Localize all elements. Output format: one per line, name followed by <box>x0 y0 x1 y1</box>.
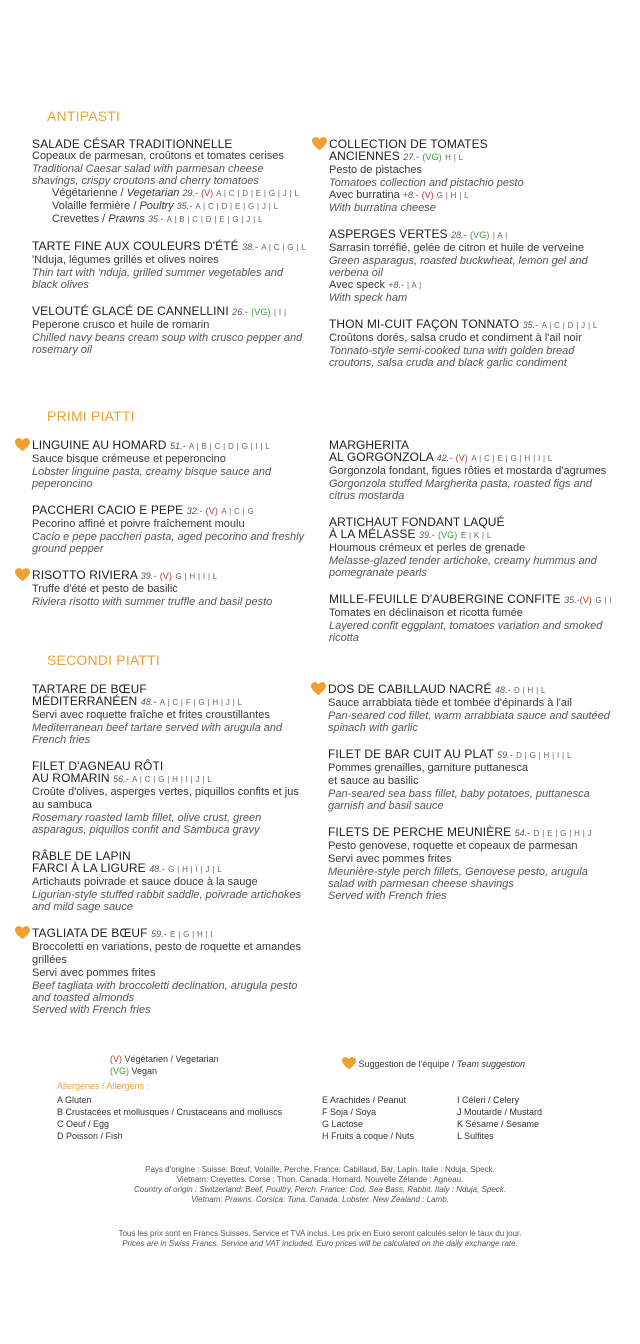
dish-desc-en-2: Served with French fries <box>328 890 447 902</box>
dish-lapin <box>32 850 307 913</box>
dish-name: RÂBLE DE LAPIN <box>32 849 131 863</box>
heart-icon <box>311 682 326 696</box>
dish-title: TAGLIATA DE BŒUF <box>32 926 148 940</box>
dish-title: À LA MÉLASSE <box>329 527 416 541</box>
dish-desc-fr: Artichauts poivrade et sauce douce à la sauge <box>32 876 258 888</box>
allergen-item: K Sésame / Sesame <box>457 1119 540 1129</box>
prices-fr-line: Tous les prix sont en Francs Suisses. Service et TVA inclus. Les prix en Euro seront calculés selon le taux du jour. <box>118 1229 522 1238</box>
dish-desc-fr: Sauce arrabbiata tiède et tombée d'épinards à l'ail <box>328 697 572 709</box>
dish-veloute <box>32 305 307 356</box>
dish-desc-en: Beef tagliata with broccoletti declination, arugula pesto and toasted almonds <box>32 980 298 1004</box>
dish-desc-fr: Truffe d'été et pesto de basilic <box>32 583 178 595</box>
dish-name <box>32 927 307 941</box>
allergens: G | H | I | J | L <box>168 865 223 874</box>
dish-desc-en: Meunière-style perch fillets, Genovese pesto, arugula salad with parmesan cheese shavings <box>328 866 588 890</box>
dish-thon <box>329 318 614 369</box>
price: 32.- <box>186 506 203 516</box>
dish-name <box>329 318 614 332</box>
dish-cabillaud <box>328 683 613 734</box>
dish-name: FILET D'AGNEAU RÔTI <box>32 759 164 773</box>
price: 35.- <box>176 201 193 211</box>
dish-desc-fr: Servi avec roquette fraîche et frites croustillantes <box>32 709 270 721</box>
dish-desc-en: Cacio e pepe paccheri pasta, aged pecorino and freshly ground pepper <box>32 531 305 555</box>
allergens: D | E | G | H | J <box>533 829 592 838</box>
legend-text-en: Team suggestion <box>456 1059 526 1069</box>
dish-desc-en: Tonnato-style semi-cooked tuna with golden bread croutons, salsa cruda and black garlic condiment <box>329 345 575 369</box>
allergens: | A | <box>492 231 508 240</box>
allergens: A | C | F | G | H | J | L <box>159 698 243 707</box>
secondi-left-column <box>32 683 307 1030</box>
option-label-fr: Avec speck <box>329 279 386 291</box>
dish-title: MILLE-FEUILLE D'AUBERGINE CONFITE <box>329 592 561 606</box>
price: 39.- <box>140 571 157 581</box>
price: 35.- <box>148 214 164 224</box>
allergens: E | K | L <box>460 531 492 540</box>
secondi-right-column <box>328 683 613 916</box>
dish-title: AU ROMARIN <box>32 771 110 785</box>
legend-text: Végétarien / Vegetarian <box>124 1054 219 1064</box>
antipasti-left-column <box>32 138 307 370</box>
price: 48.- <box>495 685 511 695</box>
option-label-fr: Végétarienne / <box>52 187 124 199</box>
dish-name: COLLECTION DE TOMATES <box>329 137 488 151</box>
dish-perche <box>328 826 613 902</box>
heart-icon <box>15 926 30 940</box>
price: 29.- <box>182 188 199 198</box>
allergens: A | C | D | J | L <box>541 321 598 330</box>
allergens: | I | <box>274 308 287 317</box>
price: 48.- <box>149 864 165 874</box>
allergen-item: J Moutarde / Mustard <box>457 1107 543 1117</box>
dish-desc-fr-2: et sauce au basilic <box>328 775 419 787</box>
allergens: G | H | I | L <box>175 572 218 581</box>
vegetarian-tag: (V) <box>110 1054 122 1064</box>
allergens-column-2 <box>322 1094 414 1142</box>
dish-title: RISOTTO RIVIERA <box>32 568 138 582</box>
price: 27.- <box>403 152 419 162</box>
allergen-item: I Céleri / Celery <box>457 1095 520 1105</box>
legend-text: Vegan <box>131 1066 158 1076</box>
dish-desc-en: Gorgonzola stuffed Margherita pasta, roasted figs and citrus mostarda <box>329 478 592 502</box>
dish-option <box>32 213 307 226</box>
dish-name: ARTICHAUT FONDANT LAQUÉ <box>329 515 505 529</box>
allergen-item: D Poisson / Fish <box>57 1131 123 1141</box>
allergens: E | G | H | I <box>170 930 214 939</box>
dish-risotto <box>32 569 307 608</box>
legend-vegan <box>110 1065 219 1077</box>
price: 56.- <box>113 774 129 784</box>
price: 26.- <box>232 307 248 317</box>
origin-note <box>0 1165 640 1205</box>
dish-bar <box>328 748 613 812</box>
dish-name <box>32 504 307 518</box>
allergens: D | H | L <box>513 686 546 695</box>
dish-name <box>328 748 613 762</box>
dish-option <box>329 279 614 292</box>
price: 54.- <box>514 828 531 838</box>
dish-collection-tomates <box>329 138 614 214</box>
allergens: A | C | E | G | H | I | L <box>471 454 553 463</box>
allergens-column-3 <box>457 1094 542 1142</box>
dish-desc-fr: Pecorino affiné et poivre fraîchement moulu <box>32 518 245 530</box>
dish-desc-en: Pan-seared cod fillet, warm arrabbiata sauce and sautéed spinach with garlic <box>328 710 610 734</box>
diet-legend <box>110 1053 219 1077</box>
price: 35.- <box>564 595 580 605</box>
dish-title: DOS DE CABILLAUD NACRÉ <box>328 682 492 696</box>
vegetarian-tag: (V) <box>455 453 468 463</box>
dish-name: SALADE CÉSAR TRADITIONNELLE <box>32 137 233 151</box>
option-label-en: Prawns <box>108 213 145 225</box>
dish-title: FILET DE BAR CUIT AU PLAT <box>328 747 494 761</box>
dish-title: THON MI-CUIT FAÇON TONNATO <box>329 317 520 331</box>
allergens: A | C | D | E | G | J | L <box>195 202 279 211</box>
heart-icon <box>15 438 30 452</box>
dish-millefeuille <box>329 593 614 644</box>
option-label-en: Poultry <box>139 200 174 212</box>
dish-desc-en: Thin tart with 'nduja, grilled summer vegetables and black olives <box>32 267 283 291</box>
dish-linguine <box>32 439 307 490</box>
dish-name <box>328 826 613 840</box>
dish-desc-fr: Pommes grenailles, garniture puttanesca <box>328 762 528 774</box>
dish-title: LINGUINE AU HOMARD <box>32 438 167 452</box>
dish-asperges <box>329 228 614 304</box>
dish-desc-fr: Pesto genovese, roquette et copeaux de parmesan <box>328 840 578 852</box>
dish-tagliata <box>32 927 307 1016</box>
allergen-item: E Arachides / Peanut <box>322 1095 407 1105</box>
dish-title: VELOUTÉ GLACÉ DE CANNELLINI <box>32 304 229 318</box>
dish-desc-en: Chilled navy beans cream soup with crusco pepper and rosemary oil <box>32 332 303 356</box>
team-suggestion-legend <box>342 1057 525 1070</box>
allergen-item: F Soja / Soya <box>322 1107 377 1117</box>
dish-desc-fr: Sarrasin torréfié, gelée de citron et huile de verveine <box>329 242 584 254</box>
vegetarian-tag: (V) <box>201 188 214 198</box>
origin-fr-line: Pays d'origine : Suisse: Bœuf, Volaille, Perche. France: Cabillaud, Bar, Lapin. Italie : Nduja, Speck. <box>145 1165 495 1174</box>
dish-title: ASPERGES VERTES <box>329 227 448 241</box>
vegetarian-tag: (V) <box>159 571 173 581</box>
dish-desc-en: Pan-seared sea bass fillet, baby potatoes, puttanesca garnish and basil sauce <box>328 788 590 812</box>
price: +8.- <box>388 280 404 290</box>
dish-paccheri <box>32 504 307 555</box>
dish-desc-fr: Houmous crémeux et perles de grenade <box>329 542 526 554</box>
dish-title: PACCHERI CACIO E PEPE <box>32 503 184 517</box>
dish-option <box>32 200 307 213</box>
dish-name: TARTARE DE BŒUF <box>32 682 147 696</box>
dish-name: MARGHERITA <box>329 438 410 452</box>
vegan-tag: (VG) <box>437 530 458 540</box>
dish-salade-cesar <box>32 138 307 226</box>
price: 42.- <box>436 453 453 463</box>
price: 39.- <box>419 530 435 540</box>
dish-desc-en: Melasse-glazed tender artichoke, creamy hummus and pomegranate pearls <box>329 555 597 579</box>
dish-desc-fr: Croûte d'olives, asperges vertes, piquillos confits et jus au sambuca <box>32 786 299 811</box>
heart-icon <box>15 568 30 582</box>
dish-desc-en: Traditional Caesar salad with parmesan cheese shavings, crispy croutons and cherry tomatoes <box>32 163 264 187</box>
dish-name <box>328 683 613 697</box>
vegan-tag: (VG) <box>251 307 271 317</box>
dish-agneau <box>32 760 307 836</box>
dish-desc-fr: 'Nduja, légumes grillés et olives noires <box>32 254 219 266</box>
allergens: A | C | G <box>221 507 255 516</box>
legend-text: Suggestion de l'équipe / <box>358 1059 455 1069</box>
price: 48.- <box>140 697 157 707</box>
dish-title: MÉDITERRANÉEN <box>32 694 138 708</box>
vegetarian-tag: (V) <box>579 595 592 605</box>
primi-left-column <box>32 439 307 622</box>
dish-desc-fr: Peperone crusco et huile de romarin <box>32 319 210 331</box>
origin-en-line: Country of origin : Switzerland: Beef, Poultry, Perch. France: Cod, Sea Bass, Rabbit. Italy : Nduja, Speck. <box>133 1185 507 1194</box>
dish-option <box>32 187 307 200</box>
allergen-item: G Lactose <box>322 1119 364 1129</box>
dish-desc-fr: Croûtons dorés, salsa crudo et condiment à l'ail noir <box>329 332 582 344</box>
dish-desc-en: Tomatoes collection and pistachio pesto <box>329 177 524 189</box>
vegan-tag: (VG) <box>110 1066 129 1076</box>
dish-name-line2 <box>32 862 307 876</box>
dish-desc-en: Riviera risotto with summer truffle and basil pesto <box>32 596 273 608</box>
dish-name <box>32 439 307 453</box>
dish-desc-fr: Gorgonzola fondant, figues rôties et mostarda d'agrumes <box>329 465 607 477</box>
dish-option <box>329 189 614 202</box>
price: 59.- <box>497 750 513 760</box>
dish-name <box>329 593 614 607</box>
dish-name-line2 <box>32 695 307 709</box>
dish-desc-fr: Pesto de pistaches <box>329 164 422 176</box>
primi-right-column <box>329 439 614 658</box>
dish-desc-fr: Tomates en déclinaison et ricotta fumée <box>329 607 523 619</box>
vegetarian-tag: (V) <box>205 506 218 516</box>
dish-name-line2 <box>329 150 614 164</box>
allergens: | A | <box>406 281 422 290</box>
price-note <box>0 1229 640 1249</box>
vegan-tag: (VG) <box>422 152 442 162</box>
allergens: A | C | D | E | G | J | L <box>216 189 300 198</box>
allergens-title: Allergènes / Allergens : <box>57 1081 150 1091</box>
allergens: A | B | C | D | E | G | J | L <box>166 215 263 224</box>
dish-option-en: With burratina cheese <box>329 202 436 214</box>
allergen-item: A Gluten <box>57 1095 92 1105</box>
allergens: A | C | G | L <box>261 243 307 252</box>
dish-desc-fr: Broccoletti en variations, pesto de roquette et amandes grillées <box>32 941 302 966</box>
origin-fr-line: Vietnam: Crevettes. Corse : Thon. Canada: Homard. Nouvelle Zélande : Agneau. <box>176 1175 464 1184</box>
dish-option-en: With speck ham <box>329 292 408 304</box>
price: 59.- <box>151 929 167 939</box>
allergens: G | I <box>595 596 612 605</box>
dish-desc-fr: Sauce bisque crémeuse et peperoncino <box>32 453 226 465</box>
dish-desc-fr: Copeaux de parmesan, croûtons et tomates cerises <box>32 150 284 162</box>
price: 28.- <box>451 230 467 240</box>
allergens: G | H | L <box>436 191 469 200</box>
prices-en-line: Prices are in Swiss Francs. Service and VAT included. Euro prices will be calculated on the daily exchange rate. <box>122 1239 518 1248</box>
antipasti-right-column <box>329 138 614 383</box>
price: 38.- <box>242 242 258 252</box>
dish-title: ANCIENNES <box>329 149 400 163</box>
legend-vegetarian <box>110 1053 219 1065</box>
dish-name-line2 <box>329 528 614 542</box>
allergens: A | C | G | H | I | J | L <box>132 775 213 784</box>
dish-desc-fr-2: Servi avec pommes frites <box>328 853 452 865</box>
dish-desc-en: Green asparagus, roasted buckwheat, lemon gel and verbena oil <box>329 255 588 279</box>
vegan-tag: (VG) <box>470 230 490 240</box>
dish-desc-en-2: Served with French fries <box>32 1004 151 1016</box>
dish-title: FARCI À LA LIGURE <box>32 861 146 875</box>
heart-icon <box>312 137 327 151</box>
section-title-secondi: SECONDI PIATTI <box>47 652 160 668</box>
section-title-primi: PRIMI PIATTI <box>47 408 135 424</box>
dish-desc-fr-2: Servi avec pommes frites <box>32 967 156 979</box>
dish-title: FILETS DE PERCHE MEUNIÈRE <box>328 825 512 839</box>
allergens: D | G | H | I | L <box>516 751 572 760</box>
price: 51.- <box>169 441 186 451</box>
origin-en-line: Vietnam: Prawns. Corsica: Tuna. Canada: Lobster. New Zealand : Lamb. <box>191 1195 449 1204</box>
dish-name <box>32 240 307 254</box>
heart-icon <box>342 1057 356 1070</box>
allergen-item: C Oeuf / Egg <box>57 1119 110 1129</box>
dish-desc-en: Mediterranean beef tartare served with arugula and French fries <box>32 722 283 746</box>
dish-tarte-fine <box>32 240 307 291</box>
dish-desc-en: Ligurian-style stuffed rabbit saddle, poivrade artichokes and mild sage sauce <box>32 889 302 913</box>
dish-desc-en: Layered confit eggplant, tomatoes variation and smoked ricotta <box>329 620 603 644</box>
option-label-fr: Volaille fermière / <box>52 200 137 212</box>
dish-desc-en: Lobster linguine pasta, creamy bisque sauce and peperoncino <box>32 466 272 490</box>
dish-name <box>32 305 307 319</box>
allergen-item: B Crustacées et mollusques / Crustaceans and molluscs <box>57 1107 283 1117</box>
allergens: A | B | C | D | G | I | L <box>188 442 271 451</box>
dish-name-line2 <box>32 772 307 786</box>
allergen-item: L Sulfites <box>457 1131 494 1141</box>
dish-desc-en: Rosemary roasted lamb fillet, olive crust, green asparagus, piquillos confit and Sambuca gravy <box>32 812 262 836</box>
dish-margherita <box>329 439 614 502</box>
allergen-item: H Fruits à coque / Nuts <box>322 1131 415 1141</box>
allergens: H | L <box>445 153 464 162</box>
section-title-antipasti: ANTIPASTI <box>47 108 121 124</box>
option-label-en: Vegetarian <box>126 187 180 199</box>
vegetarian-tag: (V) <box>421 190 434 200</box>
dish-name <box>329 228 614 242</box>
dish-artichaut <box>329 516 614 579</box>
option-label-fr: Crevettes / <box>52 213 106 225</box>
price: 35.- <box>522 320 539 330</box>
dish-name-line2 <box>329 451 614 465</box>
dish-tartare <box>32 683 307 746</box>
option-label-fr: Avec burratina <box>329 189 400 201</box>
dish-name <box>32 569 307 583</box>
dish-title: AL GORGONZOLA <box>329 450 434 464</box>
price: +8.- <box>402 190 419 200</box>
dish-title: TARTE FINE AUX COULEURS D'ÉTÉ <box>32 239 239 253</box>
allergens-column-1 <box>57 1094 282 1142</box>
